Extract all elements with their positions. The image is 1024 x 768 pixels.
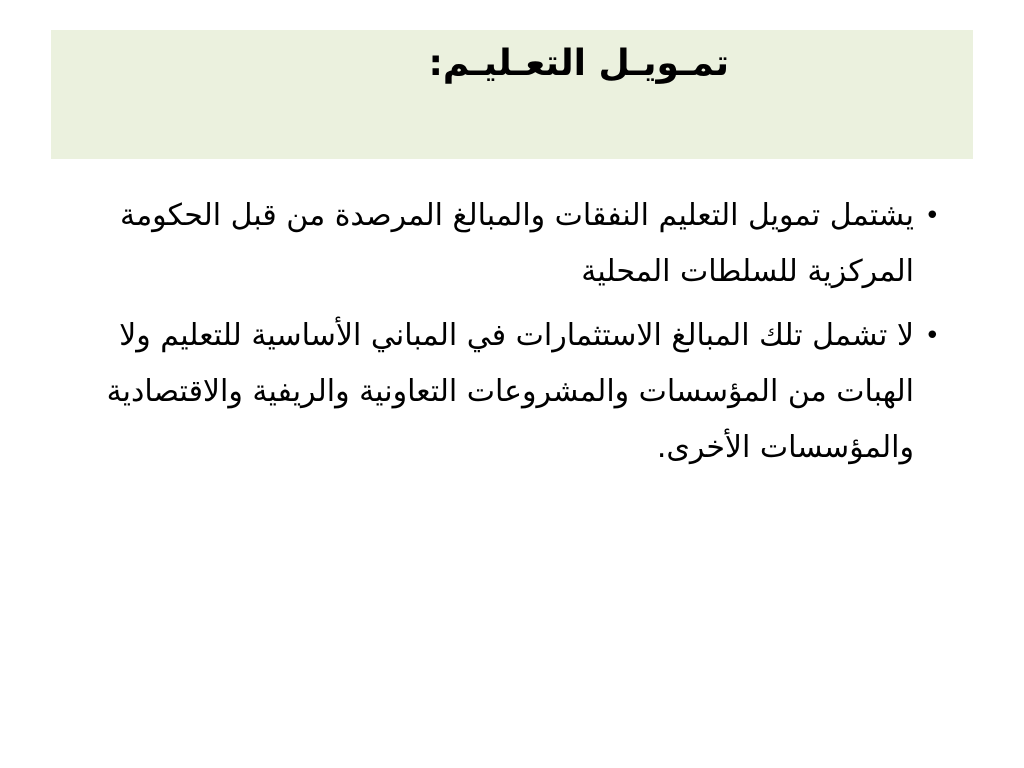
- bullet-text: يشتمل تمويل التعليم النفقات والمبالغ المرصدة من قبل الحكومة المركزية للسلطات المحلية: [120, 198, 914, 289]
- bullet-icon: •: [924, 321, 940, 351]
- bullet-text: لا تشمل تلك المبالغ الاستثمارات في المباني الأساسية للتعليم ولا الهبات من المؤسسات والمشروعات التعاونية والريفية والاقتصادية والمؤسسات الأخرى.: [106, 318, 914, 465]
- slide-title: تمـويـل التعـليـم:: [428, 43, 729, 84]
- bullet-icon: •: [924, 201, 940, 231]
- bullet-item: [60, 308, 940, 476]
- bullet-list: [60, 188, 940, 484]
- bullet-item: [60, 188, 940, 300]
